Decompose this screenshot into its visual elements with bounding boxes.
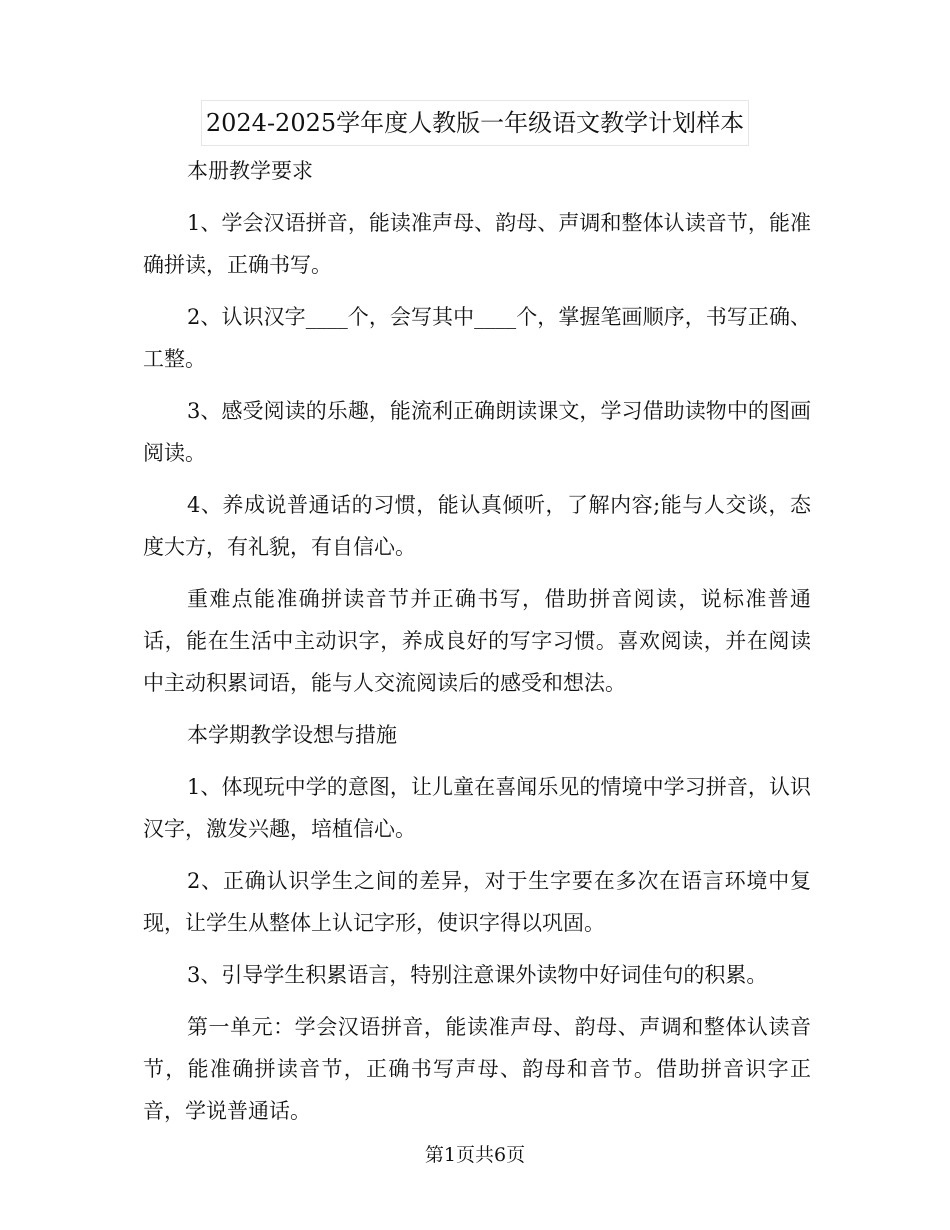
section-heading-measures: 本学期教学设想与措施 — [187, 723, 397, 747]
paragraph: 3、感受阅读的乐趣，能流利正确朗读课文，学习借助读物中的图画阅读。 — [143, 399, 811, 465]
document-title — [0, 100, 950, 146]
paragraph-unit-one: 第一单元：学会汉语拼音，能读准声母、韵母、声调和整体认读音节，能准确拼读音节，正确书写声母、韵母和音节。借助拼音识字正音，学说普通话。 — [143, 1015, 811, 1123]
section-heading-requirements: 本册教学要求 — [187, 159, 313, 183]
page-number-footer: 第1页共6页 — [424, 1144, 526, 1166]
paragraph: 1、体现玩中学的意图，让儿童在喜闻乐见的情境中学习拼音，认识汉字，激发兴趣，培植信心。 — [143, 775, 811, 841]
paragraph: 2、认识汉字____个，会写其中____个，掌握笔画顺序，书写正确、工整。 — [143, 305, 811, 371]
paragraph: 1、学会汉语拼音，能读准声母、韵母、声调和整体认读音节，能准确拼读，正确书写。 — [143, 211, 811, 277]
paragraph: 4、养成说普通话的习惯，能认真倾听，了解内容;能与人交谈，态度大方，有礼貌，有自信心。 — [143, 493, 811, 559]
document-body — [143, 150, 811, 1142]
paragraph: 3、引导学生积累语言，特别注意课外读物中好词佳句的积累。 — [187, 963, 768, 987]
paragraph: 2、正确认识学生之间的差异，对于生字要在多次在语言环境中复现，让学生从整体上认记字形，使识字得以巩固。 — [143, 869, 811, 935]
paragraph-key-points: 重难点能准确拼读音节并正确书写，借助拼音阅读，说标准普通话，能在生活中主动识字，养成良好的写字习惯。喜欢阅读，并在阅读中主动积累词语，能与人交流阅读后的感受和想法。 — [143, 587, 811, 695]
document-title-text: 2024-2025学年度人教版一年级语文教学计划样本 — [201, 100, 749, 146]
